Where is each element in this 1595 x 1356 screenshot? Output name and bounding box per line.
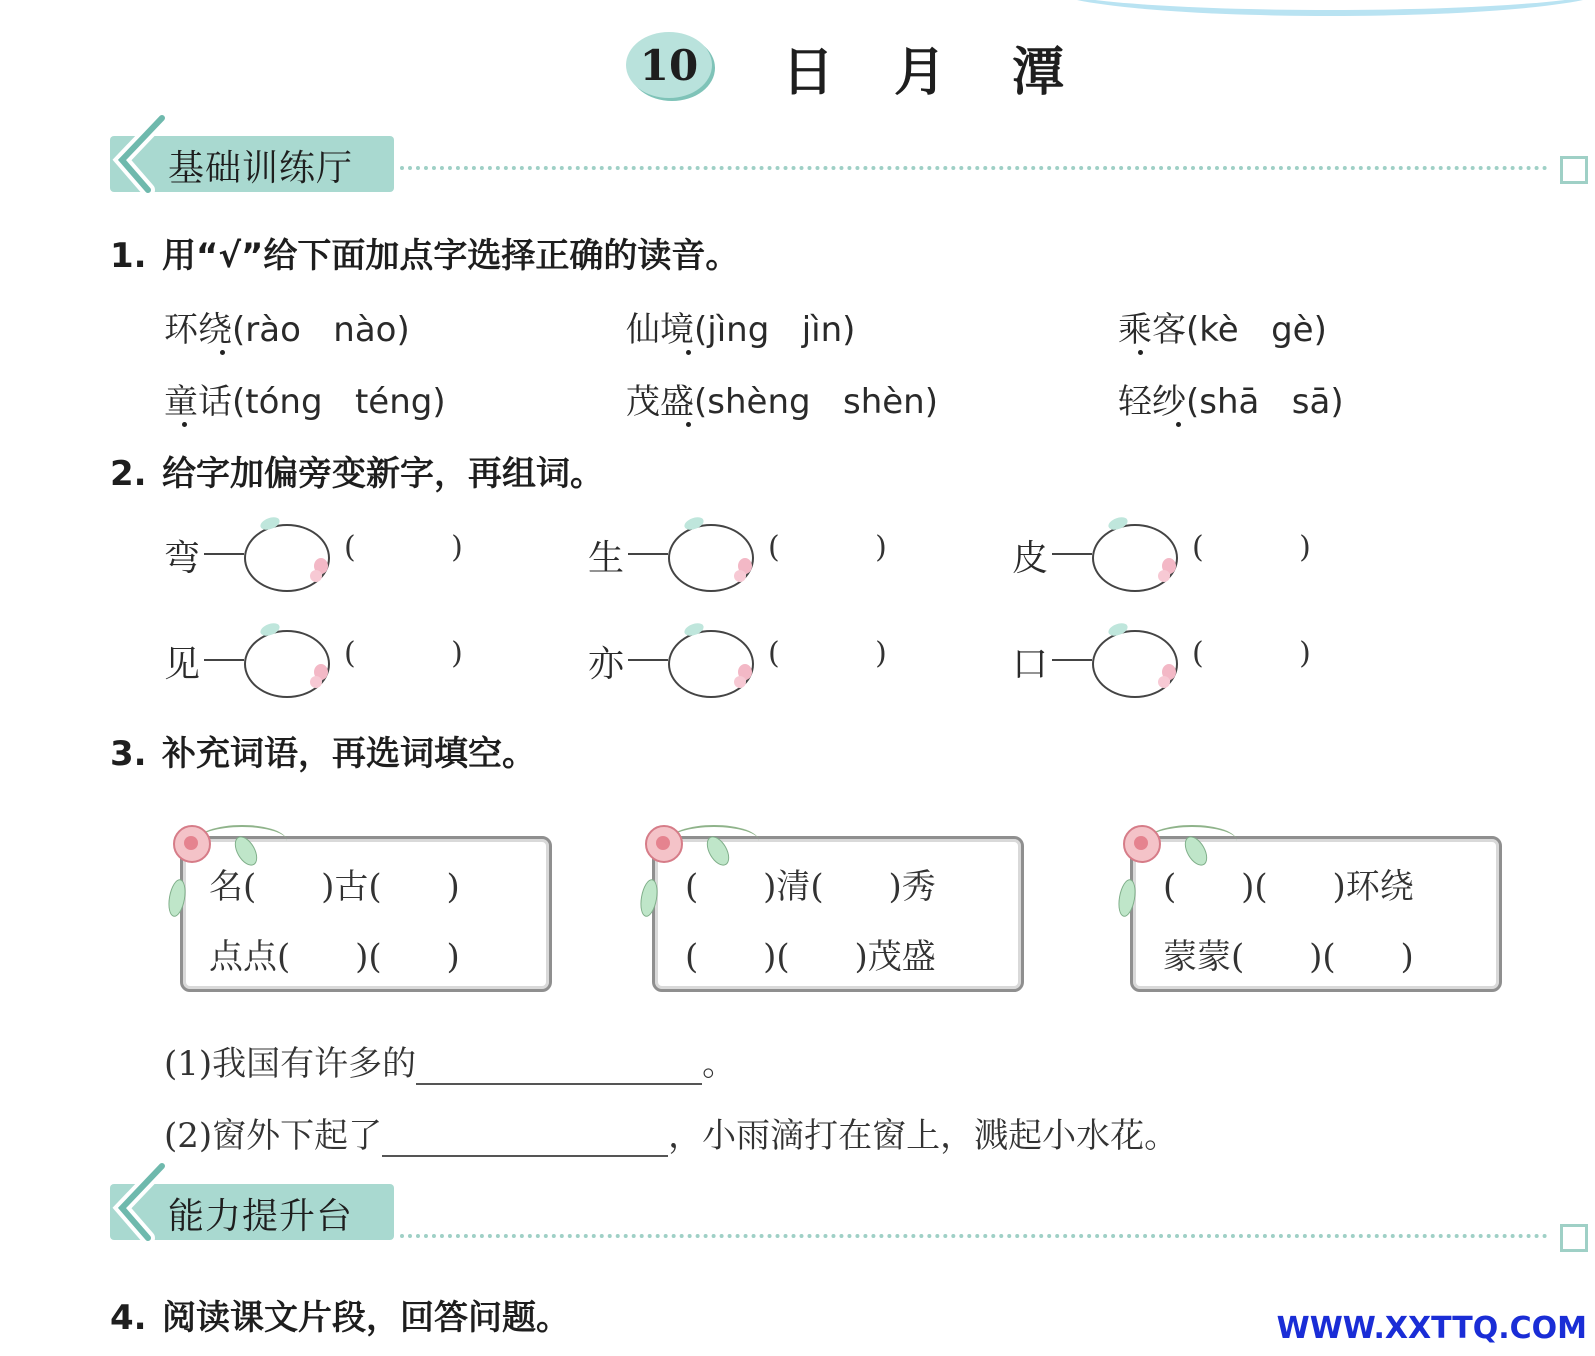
question-text: 阅读课文片段，回答问题。 bbox=[162, 1298, 570, 1338]
emphasis-dot bbox=[182, 422, 187, 427]
section-divider bbox=[400, 166, 1548, 170]
watermark: WWW.XXTTQ.COM bbox=[1276, 1311, 1587, 1346]
base-char: 弯 bbox=[164, 538, 201, 579]
word-fill-box bbox=[1130, 836, 1502, 992]
word-answer-paren[interactable]: ( ) bbox=[768, 636, 887, 671]
section-banner-advanced bbox=[104, 1178, 394, 1240]
sentence-text: (2)窗外下起了 bbox=[164, 1116, 383, 1156]
fill-sentence-2 bbox=[164, 1108, 1178, 1157]
question-1-heading bbox=[110, 228, 739, 277]
pinyin-options: (shā sā) bbox=[1186, 382, 1344, 422]
word-fill-line[interactable]: ( )清( )秀 bbox=[685, 867, 936, 907]
sentence-text: (1)我国有许多的 bbox=[164, 1044, 417, 1084]
emphasis-dot bbox=[686, 422, 691, 427]
title-char-1: 日 bbox=[782, 42, 835, 103]
emphasis-dot bbox=[1138, 350, 1143, 355]
base-char: 口 bbox=[1012, 644, 1049, 685]
section-divider bbox=[400, 1234, 1548, 1238]
pinyin-options: (kè gè) bbox=[1186, 310, 1327, 350]
question-text: 给字加偏旁变新字，再组词。 bbox=[162, 454, 604, 494]
radical-item bbox=[1012, 624, 1372, 704]
word: 轻纱 bbox=[1118, 382, 1186, 422]
emphasis-dot bbox=[1176, 422, 1181, 427]
word-answer-paren[interactable]: ( ) bbox=[344, 530, 463, 565]
question-number: 4. bbox=[110, 1298, 147, 1338]
pinyin-options: (jìng jìn) bbox=[694, 310, 856, 350]
banner-hook-icon bbox=[104, 114, 174, 200]
section-end-box bbox=[1560, 156, 1588, 184]
word-answer-paren[interactable]: ( ) bbox=[344, 636, 463, 671]
radical-item bbox=[164, 624, 524, 704]
word-fill-box bbox=[180, 836, 552, 992]
word-fill-line[interactable]: 点点( )( ) bbox=[209, 937, 460, 977]
word-fill-line[interactable]: 名( )古( ) bbox=[209, 867, 460, 907]
sentence-text: 。 bbox=[702, 1044, 737, 1084]
pinyin-choice-item[interactable] bbox=[164, 302, 410, 351]
lesson-number-badge: 10 bbox=[626, 32, 712, 98]
radical-item bbox=[164, 518, 524, 598]
word: 乘客 bbox=[1118, 310, 1186, 350]
word-answer-paren[interactable]: ( ) bbox=[768, 530, 887, 565]
word: 童话 bbox=[164, 382, 232, 422]
base-char: 见 bbox=[164, 644, 201, 685]
question-number: 3. bbox=[110, 734, 147, 774]
question-text: 补充词语，再选词填空。 bbox=[162, 734, 536, 774]
pinyin-options: (rào nào) bbox=[232, 310, 410, 350]
base-char: 生 bbox=[588, 538, 625, 579]
base-char: 亦 bbox=[588, 644, 625, 685]
word: 茂盛 bbox=[626, 382, 694, 422]
title-char-3: 潭 bbox=[1012, 42, 1065, 103]
word-fill-box bbox=[652, 836, 1024, 992]
word-fill-line[interactable]: 蒙蒙( )( ) bbox=[1163, 937, 1414, 977]
word: 环绕 bbox=[164, 310, 232, 350]
word-answer-paren[interactable]: ( ) bbox=[1192, 530, 1311, 565]
section-title: 基础训练厅 bbox=[168, 148, 354, 189]
emphasis-dot bbox=[686, 350, 691, 355]
section-banner-basic bbox=[104, 130, 394, 192]
pinyin-choice-item[interactable] bbox=[626, 302, 855, 351]
answer-blank[interactable] bbox=[416, 1043, 702, 1085]
pinyin-choice-item[interactable] bbox=[1118, 302, 1327, 351]
word-fill-line[interactable]: ( )( )茂盛 bbox=[685, 937, 936, 977]
pinyin-options: (tóng téng) bbox=[232, 382, 446, 422]
radical-item bbox=[1012, 518, 1372, 598]
question-4-heading bbox=[110, 1290, 570, 1339]
question-3-heading bbox=[110, 726, 536, 775]
pinyin-options: (shèng shèn) bbox=[694, 382, 938, 422]
question-text: 用“√”给下面加点字选择正确的读音。 bbox=[162, 236, 740, 276]
answer-blank[interactable] bbox=[382, 1115, 668, 1157]
radical-item bbox=[588, 518, 948, 598]
emphasis-dot bbox=[220, 350, 225, 355]
title-char-2: 月 bbox=[894, 42, 947, 103]
pinyin-choice-item[interactable] bbox=[1118, 374, 1344, 423]
banner-hook-icon bbox=[104, 1162, 174, 1248]
question-number: 1. bbox=[110, 236, 147, 276]
pinyin-choice-item[interactable] bbox=[626, 374, 938, 423]
base-char: 皮 bbox=[1012, 538, 1049, 579]
fill-sentence-1 bbox=[164, 1036, 736, 1085]
pinyin-choice-item[interactable] bbox=[164, 374, 446, 423]
word-answer-paren[interactable]: ( ) bbox=[1192, 636, 1311, 671]
word-fill-line[interactable]: ( )( )环绕 bbox=[1163, 867, 1414, 907]
section-title: 能力提升台 bbox=[168, 1196, 354, 1237]
top-decoration-arc bbox=[1050, 0, 1595, 16]
word: 仙境 bbox=[626, 310, 694, 350]
section-end-box bbox=[1560, 1224, 1588, 1252]
radical-item bbox=[588, 624, 948, 704]
sentence-text: ，小雨滴打在窗上，溅起小水花。 bbox=[668, 1116, 1179, 1156]
question-number: 2. bbox=[110, 454, 147, 494]
question-2-heading bbox=[110, 446, 604, 495]
